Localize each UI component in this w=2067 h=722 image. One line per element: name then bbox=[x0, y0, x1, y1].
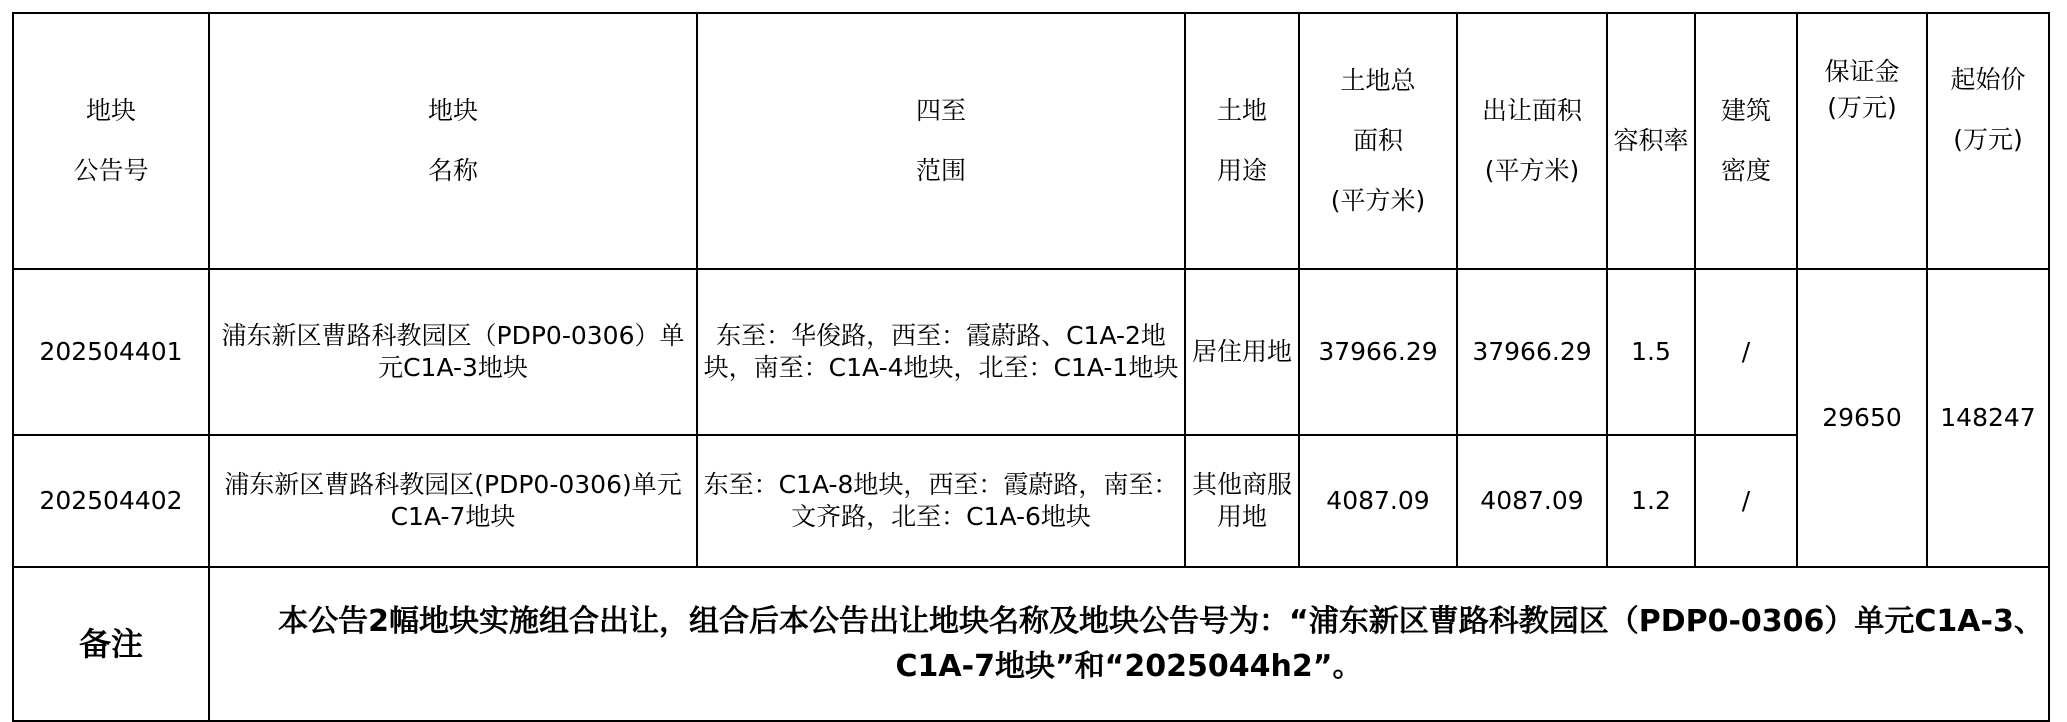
bounds-cell: 东至：华俊路，西至：霞蔚路、C1A-2地块，南至：C1A-4地块，北至：C1A-1地块 bbox=[697, 269, 1185, 435]
land-use-cell: 其他商服用地 bbox=[1185, 435, 1299, 567]
plot-no-cell: 202504402 bbox=[13, 435, 209, 567]
land-use-cell: 居住用地 bbox=[1185, 269, 1299, 435]
plot-name-cell: 浦东新区曹路科教园区(PDP0-0306)单元C1A-7地块 bbox=[209, 435, 697, 567]
transfer-area-cell: 4087.09 bbox=[1457, 435, 1607, 567]
transfer-area-cell: 37966.29 bbox=[1457, 269, 1607, 435]
header-transfer-area: 出让面积 (平方米) bbox=[1457, 13, 1607, 269]
header-total-area: 土地总 面积 (平方米) bbox=[1299, 13, 1457, 269]
far-cell: 1.5 bbox=[1607, 269, 1695, 435]
header-deposit: 保证金 (万元) bbox=[1797, 13, 1927, 269]
deposit-cell: 29650 bbox=[1797, 269, 1927, 567]
land-auction-table bbox=[12, 12, 2050, 722]
header-bounds: 四至 范围 bbox=[697, 13, 1185, 269]
header-density: 建筑 密度 bbox=[1695, 13, 1797, 269]
total-area-cell: 37966.29 bbox=[1299, 269, 1457, 435]
density-cell: / bbox=[1695, 435, 1797, 567]
total-area-cell: 4087.09 bbox=[1299, 435, 1457, 567]
density-cell: / bbox=[1695, 269, 1797, 435]
table-row bbox=[13, 269, 2049, 435]
plot-name-cell: 浦东新区曹路科教园区（PDP0-0306）单元C1A-3地块 bbox=[209, 269, 697, 435]
header-far: 容积率 bbox=[1607, 13, 1695, 269]
header-plot-no: 地块 公告号 bbox=[13, 13, 209, 269]
bounds-cell: 东至：C1A-8地块，西至：霞蔚路，南至：文齐路，北至：C1A-6地块 bbox=[697, 435, 1185, 567]
far-cell: 1.2 bbox=[1607, 435, 1695, 567]
plot-no-cell: 202504401 bbox=[13, 269, 209, 435]
note-label: 备注 bbox=[13, 567, 209, 721]
table-row bbox=[13, 435, 2049, 567]
note-text-cell bbox=[209, 567, 2049, 721]
start-price-cell: 148247 bbox=[1927, 269, 2049, 567]
header-row bbox=[13, 13, 2049, 269]
note-text: 本公告2幅地块实施组合出让，组合后本公告出让地块名称及地块公告号为：“浦东新区曹路科教园区（PDP0-0306）单元C1A-3、C1A-7地块”和“2025044h2”。 bbox=[278, 604, 2044, 684]
header-start-price: 起始价 (万元) bbox=[1927, 13, 2049, 269]
note-row bbox=[13, 567, 2049, 721]
header-plot-name: 地块 名称 bbox=[209, 13, 697, 269]
header-land-use: 土地 用途 bbox=[1185, 13, 1299, 269]
